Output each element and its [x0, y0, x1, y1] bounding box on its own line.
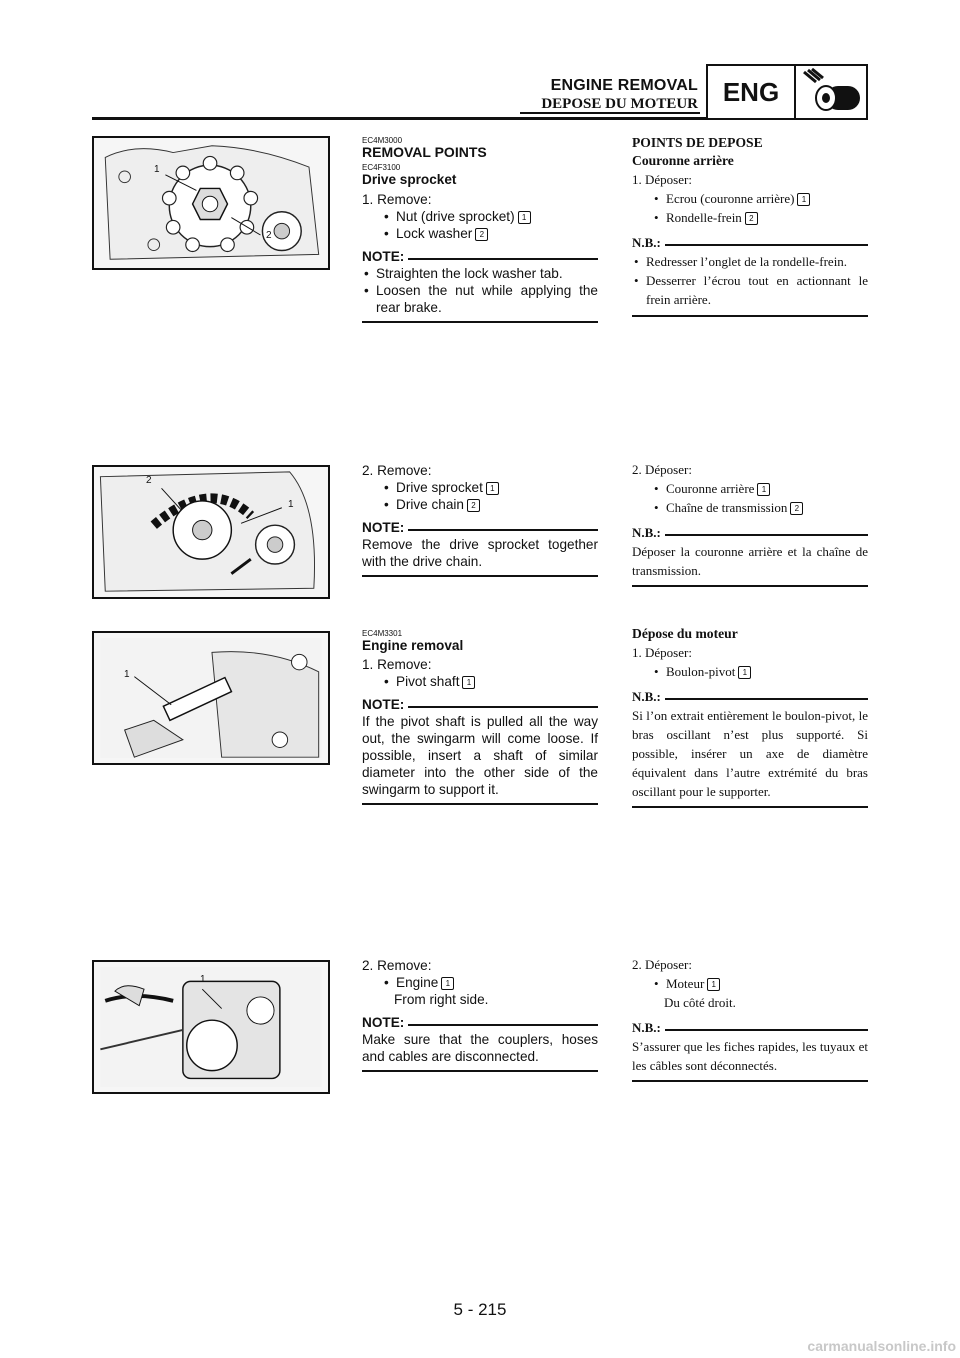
note-end-rule [632, 1080, 868, 1082]
ref-code: EC4M3000 [362, 136, 403, 145]
step-text: 1. Déposer: [632, 645, 692, 660]
section-heading: Dépose du moteur [632, 626, 738, 641]
note-end-rule [362, 803, 598, 805]
note-header: N.B.: [632, 523, 868, 542]
callout-1: 1 [200, 974, 206, 985]
list-item: • Boulon-pivot 1 [646, 662, 868, 681]
note-item: • Straighten the lock washer tab. [362, 265, 598, 282]
note-end-rule [362, 575, 598, 577]
note-item: • Redresser l’onglet de la rondelle-frein. [632, 252, 868, 271]
note-header: N.B.: [632, 687, 868, 706]
section-heading: REMOVAL POINTS [362, 144, 487, 160]
list-item: • Nut (drive sprocket) 1 [376, 208, 598, 225]
callout-1: 1 [707, 978, 720, 991]
list-item: • Drive chain 2 [376, 496, 598, 513]
section2-en [362, 462, 598, 577]
note-end-rule [632, 315, 868, 317]
callout-2: 2 [467, 499, 480, 512]
ref-code: EC4M3301 [362, 629, 403, 638]
section4-fr [632, 955, 868, 1082]
callout-2: 2 [266, 230, 272, 241]
note-end-rule [362, 1070, 598, 1072]
note-text: Si l’on extrait entièrement le boulon-pivot, le bras oscillant n’est plus supporté. Si possible, insérer un axe de diamètre équivalent dans l’autre extrémité du bras oscillant pour le supporter. [632, 708, 868, 799]
step-text: 1. Remove: [362, 657, 432, 672]
note-text: Remove the drive sprocket together with the drive chain. [362, 537, 598, 569]
section3-en [362, 629, 598, 805]
section1-fr [632, 134, 868, 317]
step-text: 1. Déposer: [632, 172, 692, 187]
step-text: 1. Remove: [362, 192, 432, 207]
list-item: • Pivot shaft 1 [376, 673, 598, 690]
step-text: 2. Remove: [362, 463, 432, 478]
figure-drive-chain [92, 465, 330, 599]
note-text: Make sure that the couplers, hoses and cables are disconnected. [362, 1032, 598, 1064]
list-item: • Moteur 1 [646, 974, 868, 993]
subheading: Drive sprocket [362, 172, 457, 187]
section3-fr [632, 625, 868, 808]
list-item: • Rondelle-frein 2 [646, 208, 868, 227]
callout-1: 1 [441, 977, 454, 990]
pivot-shaft-illustration [94, 633, 328, 763]
list-item: • Couronne arrière 1 [646, 479, 868, 498]
note-header: NOTE: [362, 1014, 598, 1031]
step-text: 2. Déposer: [632, 957, 692, 972]
callout-1: 1 [518, 211, 531, 224]
callout-1: 1 [757, 483, 770, 496]
list-subtext: Du côté droit. [664, 995, 736, 1010]
callout-1: 1 [462, 676, 475, 689]
step-text: 2. Remove: [362, 958, 432, 973]
drive-sprocket-illustration [94, 138, 328, 268]
header-title-fr: DEPOSE DU MOTEUR [541, 96, 698, 112]
callout-1: 1 [124, 669, 130, 680]
note-header: N.B.: [632, 233, 868, 252]
note-header: NOTE: [362, 248, 598, 265]
callout-1: 1 [486, 482, 499, 495]
step-text: 2. Déposer: [632, 462, 692, 477]
badge-label: ENG [708, 66, 796, 118]
callout-2: 2 [146, 475, 152, 486]
note-end-rule [632, 806, 868, 808]
section2-fr [632, 460, 868, 587]
figure-drive-sprocket-nut [92, 136, 330, 270]
callout-2: 2 [790, 502, 803, 515]
figure-engine [92, 960, 330, 1094]
note-end-rule [362, 321, 598, 323]
note-text: If the pivot shaft is pulled all the way out, the swingarm will come loose. If possible, insert a shaft of similar diameter into the other side of the swingarm to support it. [362, 714, 598, 797]
callout-1: 1 [797, 193, 810, 206]
engine-illustration [94, 962, 328, 1092]
ref-code: EC4F3100 [362, 163, 401, 172]
header-underline [520, 112, 700, 114]
page-number: 5 - 215 [453, 1300, 507, 1319]
list-item: • Chaîne de transmission 2 [646, 498, 868, 517]
section-heading: Engine removal [362, 638, 464, 653]
header-title-en: ENGINE REMOVAL [550, 77, 698, 94]
note-header: NOTE: [362, 696, 598, 713]
note-item: • Desserrer l’écrou tout en actionnant le frein arrière. [632, 271, 868, 309]
section-badge [706, 64, 868, 120]
callout-1: 1 [288, 499, 294, 510]
note-header: NOTE: [362, 519, 598, 536]
note-header: N.B.: [632, 1018, 868, 1037]
section1-en [362, 136, 598, 323]
subheading: Couronne arrière [632, 153, 734, 168]
list-item: • Engine 1 [376, 974, 598, 991]
drive-chain-illustration [94, 467, 328, 597]
note-text: Déposer la couronne arrière et la chaîne de transmission. [632, 544, 868, 578]
section-heading: POINTS DE DEPOSE [632, 135, 763, 150]
list-item: • Lock washer 2 [376, 225, 598, 242]
list-item: • Ecrou (couronne arrière) 1 [646, 189, 868, 208]
list-subtext: From right side. [394, 992, 489, 1007]
callout-2: 2 [745, 212, 758, 225]
engine-wrench-icon [796, 68, 866, 116]
callout-2: 2 [475, 228, 488, 241]
section4-en [362, 957, 598, 1072]
note-end-rule [632, 585, 868, 587]
list-item: • Drive sprocket 1 [376, 479, 598, 496]
note-item: • Loosen the nut while applying the rear brake. [362, 282, 598, 316]
callout-1: 1 [738, 666, 751, 679]
note-text: S’assurer que les fiches rapides, les tuyaux et les câbles sont déconnectés. [632, 1039, 868, 1073]
figure-pivot-shaft [92, 631, 330, 765]
watermark: carmanualsonline.info [807, 1338, 956, 1354]
callout-1: 1 [154, 164, 160, 175]
